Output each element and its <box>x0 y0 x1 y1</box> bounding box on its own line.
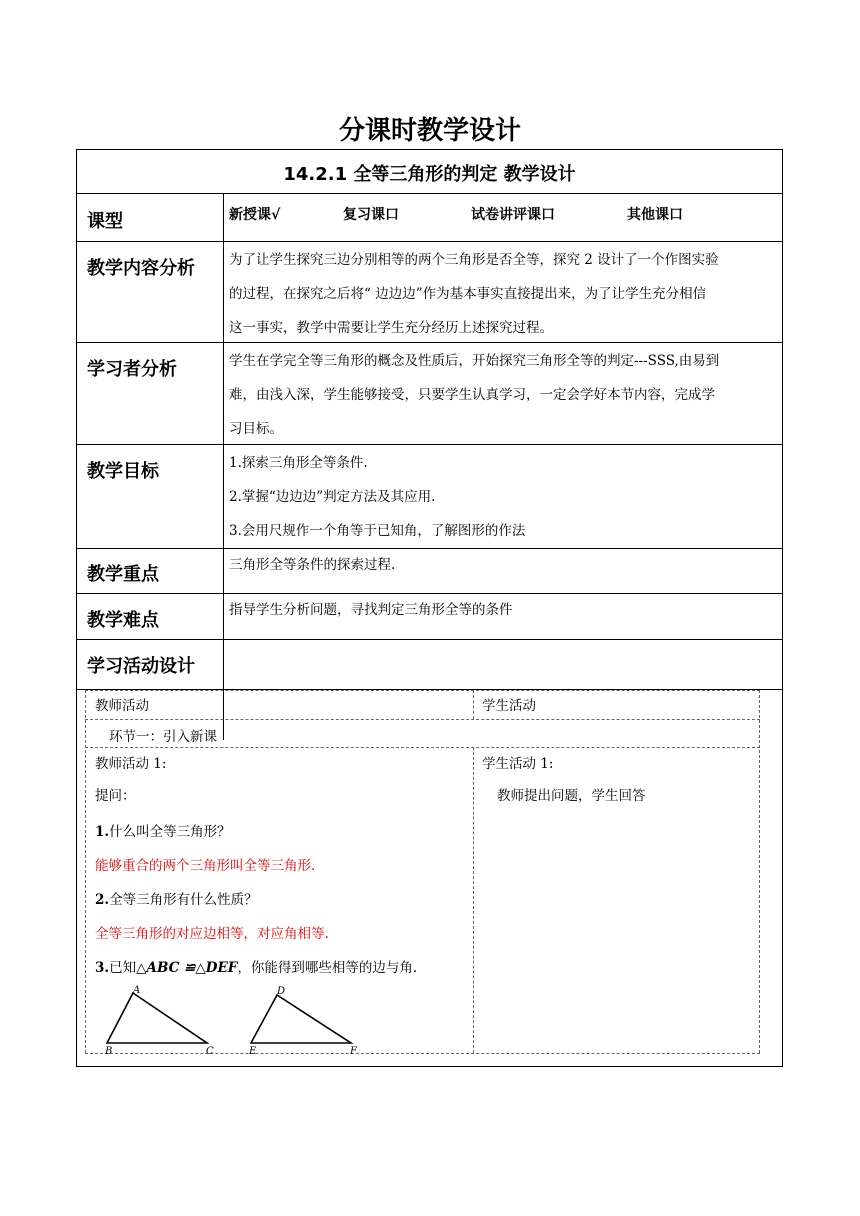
difficulties-label: 教学难点 <box>87 610 159 631</box>
key-points-label: 教学重点 <box>87 564 159 585</box>
question-3: 3.已知△ABC ≌△DEF，你能得到哪些相等的边与角. <box>95 960 418 976</box>
key-points-text: 三角形全等条件的探索过程. <box>229 557 396 573</box>
document-title: 分课时教学设计 <box>338 116 521 146</box>
question-1: 1.什么叫全等三角形？ <box>95 824 231 840</box>
student-activity-text: 教师提出问题，学生回答 <box>497 788 646 804</box>
student-activity-title: 学生活动 1: <box>482 756 554 772</box>
teacher-activity-header: 教师活动 <box>95 698 149 714</box>
objectives-text: 1.探索三角形全等条件. 2.掌握“边边边”判定方法及其应用. 3.会用尺规作一个角等于已知角，了解图形的作法 <box>229 455 526 539</box>
lesson-subtitle: 14.2.1 全等三角形的判定 教学设计 <box>283 164 576 185</box>
difficulties-text: 指导学生分析问题，寻找判定三角形全等的条件 <box>229 602 513 618</box>
vertex-e-label: E <box>249 1046 257 1054</box>
lesson-type-review: 复习课口 <box>343 207 399 223</box>
content-analysis-text: 为了让学生探究三边分别相等的两个三角形是否全等，探究 2 设计了一个作图实验 的过程，在探究之后将“ 边边边”作为基本事实直接提出来，为了让学生充分相信 这一事实，教学中需要让学生充分经历上述探究过程。 <box>229 252 719 336</box>
row-divider <box>77 639 782 640</box>
triangle-def <box>248 986 358 1054</box>
vertex-d-label: D <box>277 986 286 997</box>
activity-table <box>85 690 760 1068</box>
teacher-activity-title: 教师活动 1: <box>95 756 167 772</box>
question-2: 2.全等三角形有什么性质？ <box>95 892 258 908</box>
column-divider <box>223 193 224 740</box>
congruent-triangles-figure <box>103 982 363 1054</box>
answer-2: 全等三角形的对应边相等，对应角相等. <box>95 926 329 942</box>
section-title: 环节一：引入新课 <box>109 729 217 745</box>
vertex-c-label: C <box>206 1046 214 1054</box>
row-divider <box>77 241 782 242</box>
activity-design-label: 学习活动设计 <box>87 656 195 677</box>
vertex-f-label: F <box>350 1046 357 1054</box>
row-divider <box>77 193 782 194</box>
vertex-a-label: A <box>133 985 141 996</box>
lesson-type-label: 课型 <box>87 211 123 232</box>
learner-analysis-text: 学生在学完全等三角形的概念及性质后，开始探究三角形全等的判定---SSS,由易到 难，由浅入深，学生能够接受，只要学生认真学习，一定会学好本节内容，完成学 习目标。 <box>229 353 720 437</box>
lesson-type-exam-review: 试卷讲评课口 <box>471 207 555 223</box>
question-intro: 提问： <box>95 788 136 804</box>
student-activity-header: 学生活动 <box>482 698 536 714</box>
lesson-type-new: 新授课√ <box>229 207 281 223</box>
content-analysis-label: 教学内容分析 <box>87 258 195 279</box>
triangle-abc <box>104 985 214 1054</box>
learner-analysis-label: 学习者分析 <box>87 359 177 380</box>
answer-1: 能够重合的两个三角形叫全等三角形. <box>95 858 316 874</box>
vertex-b-label: B <box>105 1046 113 1054</box>
lesson-type-other: 其他课口 <box>627 207 683 223</box>
lesson-plan-table <box>76 149 783 1067</box>
objectives-label: 教学目标 <box>87 461 159 482</box>
